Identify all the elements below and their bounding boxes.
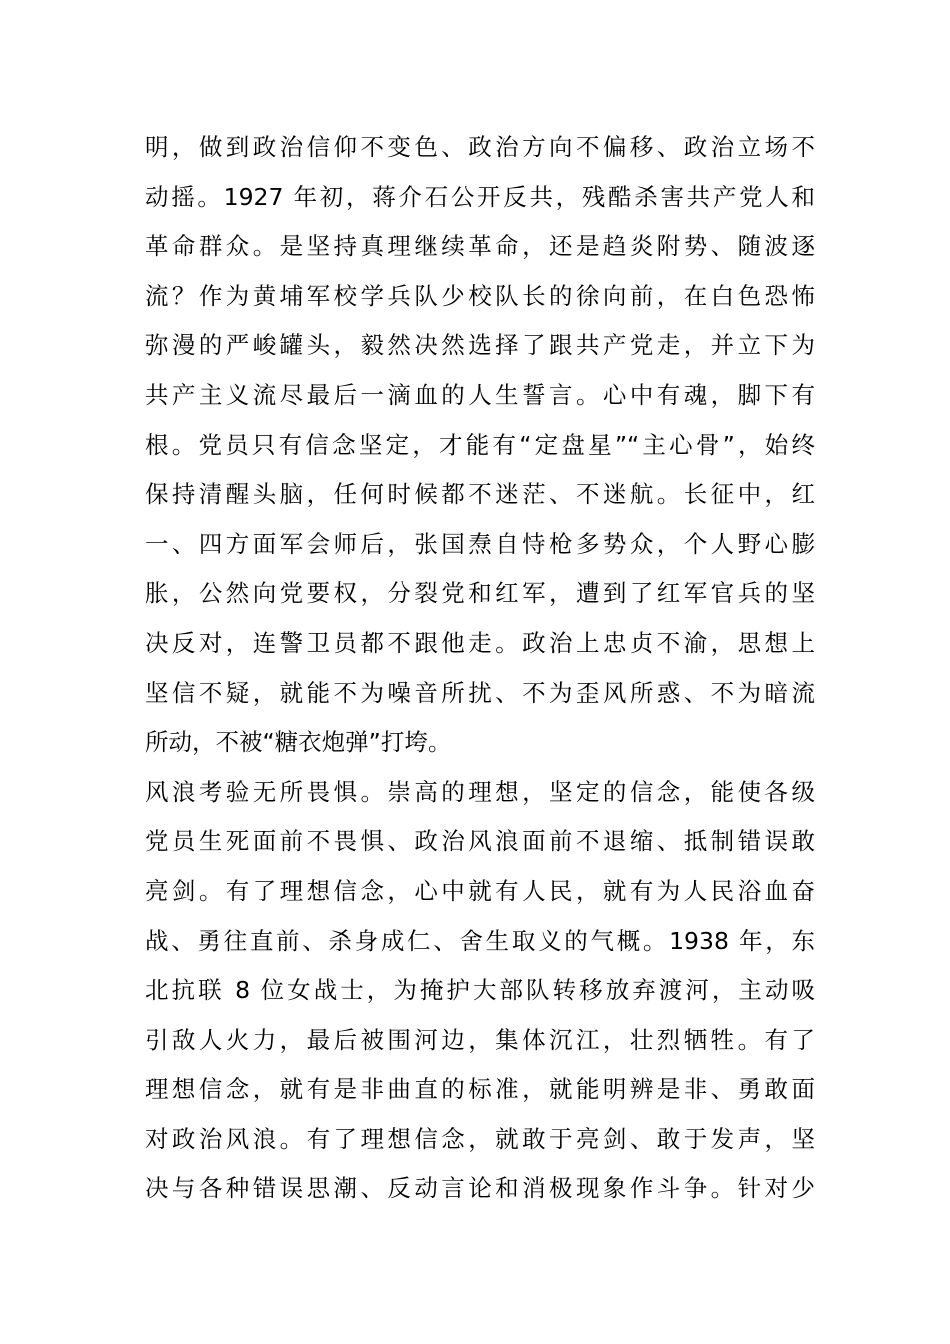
text-line: 对政治风浪。有了理想信念，就敢于亮剑、敢于发声，坚 (145, 1124, 815, 1153)
text-line: 保持清醒头脑，任何时候都不迷茫、不迷航。长征中，红 (145, 480, 815, 509)
text-line: 理想信念，就有是非曲直的标准，就能明辨是非、勇敢面 (145, 1075, 815, 1104)
text-line: 引敌人火力，最后被围河边，集体沉江，壮烈牺牲。有了 (145, 1025, 815, 1054)
text-line: 流？作为黄埔军校学兵队少校队长的徐向前，在白色恐怖 (145, 281, 815, 310)
text-line: 决与各种错误思潮、反动言论和消极现象作斗争。针对少 (145, 1174, 815, 1203)
text-line: 亮剑。有了理想信念，心中就有人民，就有为人民浴血奋 (145, 876, 815, 905)
text-line: 党员生死面前不畏惧、政治风浪面前不退缩、抵制错误敢 (145, 827, 815, 856)
text-line: 一、四方面军会师后，张国焘自恃枪多势众，个人野心膨 (145, 529, 815, 558)
text-line: 战、勇往直前、杀身成仁、舍生取义的气概。1938 年，东 (145, 926, 815, 955)
text-line: 胀，公然向党要权，分裂党和红军，遭到了红军官兵的坚 (145, 579, 815, 608)
text-line: 共产主义流尽最后一滴血的人生誓言。心中有魂，脚下有 (145, 380, 815, 409)
text-line: 风浪考验无所畏惧。崇高的理想，坚定的信念，能使各级 (145, 777, 815, 806)
text-line: 所动，不被“糖衣炮弹”打垮。 (145, 728, 452, 757)
text-line: 决反对，连警卫员都不跟他走。政治上忠贞不渝，思想上 (145, 628, 815, 657)
text-line: 北抗联 8 位女战士，为掩护大部队转移放弃渡河，主动吸 (145, 976, 815, 1005)
body-text (145, 123, 815, 1214)
text-line: 动摇。1927 年初，蒋介石公开反共，残酷杀害共产党人和 (145, 182, 815, 211)
text-line: 明，做到政治信仰不变色、政治方向不偏移、政治立场不 (145, 133, 815, 161)
text-line: 革命群众。是坚持真理继续革命，还是趋炎附势、随波逐 (145, 232, 815, 261)
text-line: 弥漫的严峻罐头，毅然决然选择了跟共产党走，并立下为 (145, 331, 815, 360)
text-line: 坚信不疑，就能不为噪音所扰、不为歪风所惑、不为暗流 (145, 678, 815, 707)
text-line: 根。党员只有信念坚定，才能有“定盘星”“主心骨”，始终 (145, 430, 815, 459)
